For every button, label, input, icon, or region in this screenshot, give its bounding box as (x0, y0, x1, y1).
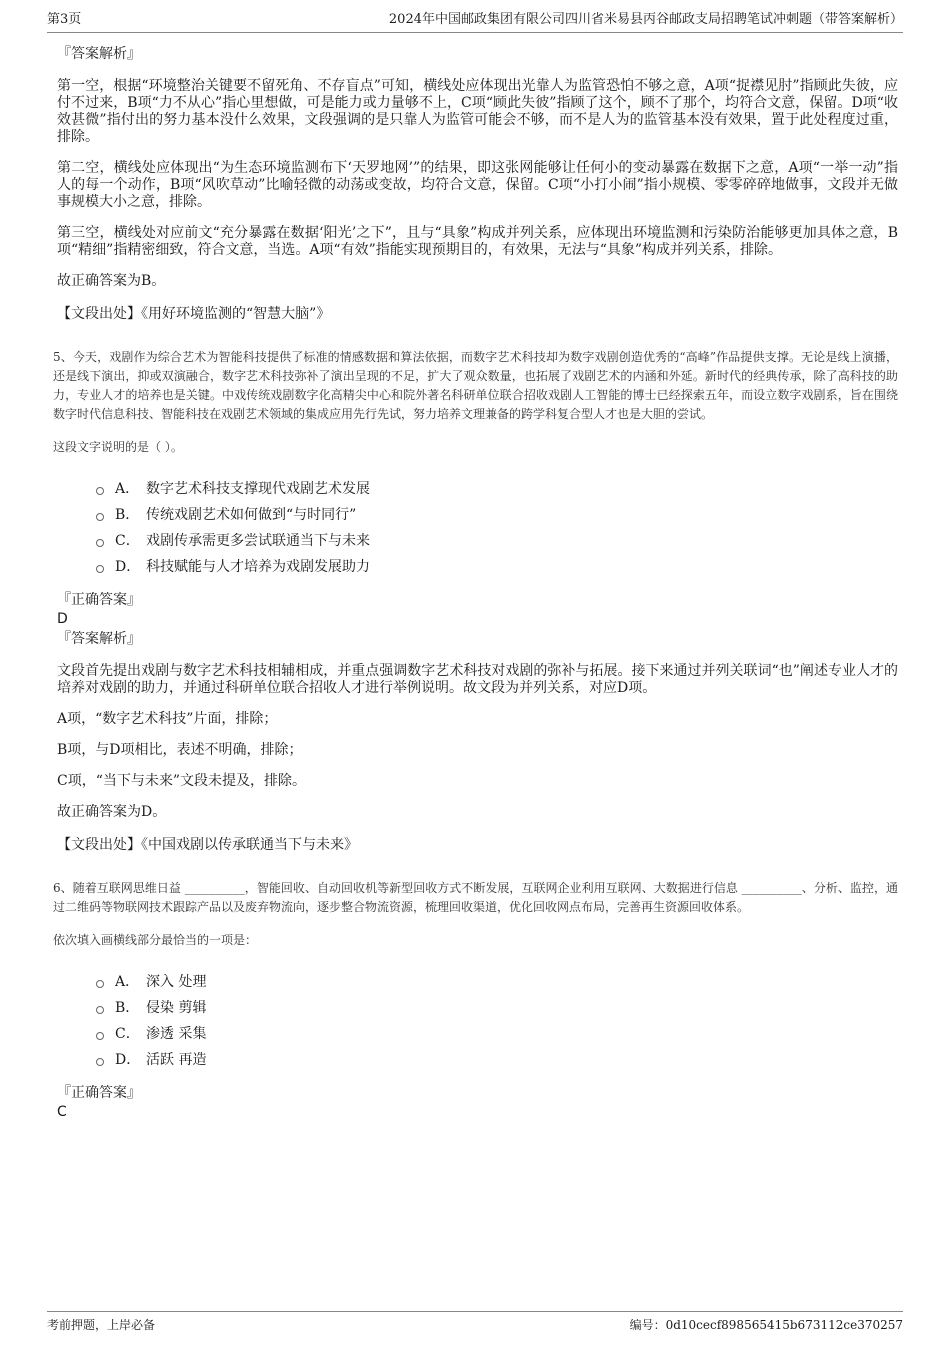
option-b[interactable] (96, 995, 898, 1021)
option-letter: D． (115, 559, 141, 575)
option-text: 数字艺术科技支撑现代戏剧艺术发展 (146, 481, 370, 497)
analysis-paragraph: C项，“当下与未来”文段未提及，排除。 (57, 773, 307, 789)
option-text: 戏剧传承需更多尝试联通当下与未来 (146, 533, 370, 549)
radio-icon[interactable] (96, 1058, 104, 1066)
radio-icon[interactable] (96, 513, 104, 521)
analysis-paragraph: 第一空，根据“环境整治关键要不留死角、不存盲点”可知，横线处应体现出光靠人为监管恐怕不够之意，A项“捉襟见肘”指顾此失彼，应付不过来，B项“力不从心”指心里想做，可是能力或力量够不上，C项“顾此失彼”指顾了这个，顾不了那个，均符合文意，保留。D项“收效甚微”指付出的努力基本没什么效果，文段强调的是只靠人为监管可能会不够，而不是人为的监管基本没有效果，置于此处程度过重，排除。 (57, 78, 898, 145)
option-list (96, 476, 898, 580)
radio-icon[interactable] (96, 1006, 104, 1014)
analysis-paragraph: 第三空，横线处对应前文“充分暴露在数据‘阳光’之下”，且与“具象”构成并列关系，应体现出环境监测和污染防治能够更加具体之意，B项“精细”指精密细致，符合文意，当选。A项“有效”指能实现预期目的，有效果，无法与“具象”构成并列关系，排除。 (57, 225, 898, 258)
option-letter: A． (115, 974, 140, 990)
radio-icon[interactable] (96, 539, 104, 547)
option-letter: B． (115, 1000, 140, 1016)
analysis-label: 『答案解析』 (57, 46, 141, 62)
option-c[interactable] (96, 1021, 898, 1047)
document-title: 2024年中国邮政集团有限公司四川省米易县丙谷邮政支局招聘笔试冲刺题（带答案解析） (388, 12, 903, 27)
option-text: 传统戏剧艺术如何做到“与时同行” (146, 507, 357, 523)
correct-answer: D (57, 611, 68, 627)
option-d[interactable] (96, 554, 898, 580)
option-text: 科技赋能与人才培养为戏剧发展助力 (146, 559, 370, 575)
option-text: 渗透 采集 (146, 1026, 207, 1042)
page-header (47, 10, 903, 33)
question-text: 5、今天，戏剧作为综合艺术为智能科技提供了标准的情感数据和算法依据，而数字艺术科技却为数字戏剧创造优秀的“高峰”作品提供支撑。无论是线上演播，还是线下演出，抑或双演融合，数字艺术科技弥补了演出呈现的不足，扩大了观众数量，也拓展了戏剧艺术的内涵和外延。新时代的经典传承，除了高科技的助力，专业人才的培养也是关键。中戏传统戏剧数字化高精尖中心和院外著名科研单位联合招收戏剧人工智能的博士已经探索五年，而设立数字戏剧系，旨在围绕数字时代信息科技、智能科技在戏剧艺术领域的集成应用先行先试，努力培养文理兼备的跨学科复合型人才也是大胆的尝试。 (53, 350, 898, 421)
page-footer (47, 1311, 903, 1336)
question-prompt: 这段文字说明的是（ ）。 (53, 440, 183, 454)
analysis-paragraph: 第二空，横线处应体现出“为生态环境监测布下‘天罗地网’”的结果，即这张网能够让任何小的变动暴露在数据下之意，A项“一举一动”指人的每一个动作，B项“风吹草动”比喻轻微的动荡或变故，均符合文意，保留。C项“小打小闹”指小规模、零零碎碎地做事，文段并无做事规模大小之意，排除。 (57, 160, 898, 210)
option-letter: C． (115, 1026, 140, 1042)
correct-answer-label: 『正确答案』 (57, 592, 141, 608)
footer-slogan: 考前押题，上岸必备 (47, 1318, 156, 1332)
option-list (96, 969, 898, 1073)
document-id: 编号：0d10cecf898565415b673112ce370257 (629, 1318, 903, 1332)
option-letter: A． (115, 481, 140, 497)
analysis-paragraph: A项，“数字艺术科技”片面，排除； (57, 711, 278, 727)
radio-icon[interactable] (96, 1032, 104, 1040)
analysis-conclusion: 故正确答案为B。 (57, 273, 166, 289)
radio-icon[interactable] (96, 565, 104, 573)
correct-answer-label: 『正确答案』 (57, 1085, 141, 1101)
radio-icon[interactable] (96, 980, 104, 988)
correct-answer: C (57, 1104, 67, 1120)
question-text: 6、随着互联网思维日益 __________，智能回收、自动回收机等新型回收方式不断发展，互联网企业利用互联网、大数据进行信息 __________、分析、监控，通过二维码等物联网技术跟踪产品以及废弃物流向，逐步整合物流资源，梳理回收渠道，优化回收网点布局，完善再生资源回收体系。 (53, 881, 898, 914)
option-c[interactable] (96, 528, 898, 554)
analysis-paragraph: B项，与D项相比，表述不明确，排除； (57, 742, 303, 758)
question-prompt: 依次填入画横线部分最恰当的一项是： (53, 933, 258, 947)
page-number: 第3页 (47, 12, 82, 27)
option-a[interactable] (96, 969, 898, 995)
option-d[interactable] (96, 1047, 898, 1073)
analysis-label: 『答案解析』 (57, 631, 141, 647)
option-text: 侵染 剪辑 (146, 1000, 207, 1016)
radio-icon[interactable] (96, 487, 104, 495)
option-letter: D． (115, 1052, 141, 1068)
option-a[interactable] (96, 476, 898, 502)
option-b[interactable] (96, 502, 898, 528)
option-text: 活跃 再造 (146, 1052, 207, 1068)
source-citation: 【文段出处】《用好环境监测的“智慧大脑”》 (57, 306, 331, 322)
option-letter: B． (115, 507, 140, 523)
analysis-paragraph: 文段首先提出戏剧与数字艺术科技相辅相成，并重点强调数字艺术科技对戏剧的弥补与拓展。接下来通过并列关联词“也”阐述专业人才的培养对戏剧的助力，并通过科研单位联合招收人才进行举例说明。故文段为并列关系，对应D项。 (57, 663, 898, 696)
analysis-conclusion: 故正确答案为D。 (57, 804, 167, 820)
source-citation: 【文段出处】《中国戏剧以传承联通当下与未来》 (57, 837, 358, 853)
document-body (53, 44, 898, 1122)
option-letter: C． (115, 533, 140, 549)
option-text: 深入 处理 (146, 974, 207, 990)
